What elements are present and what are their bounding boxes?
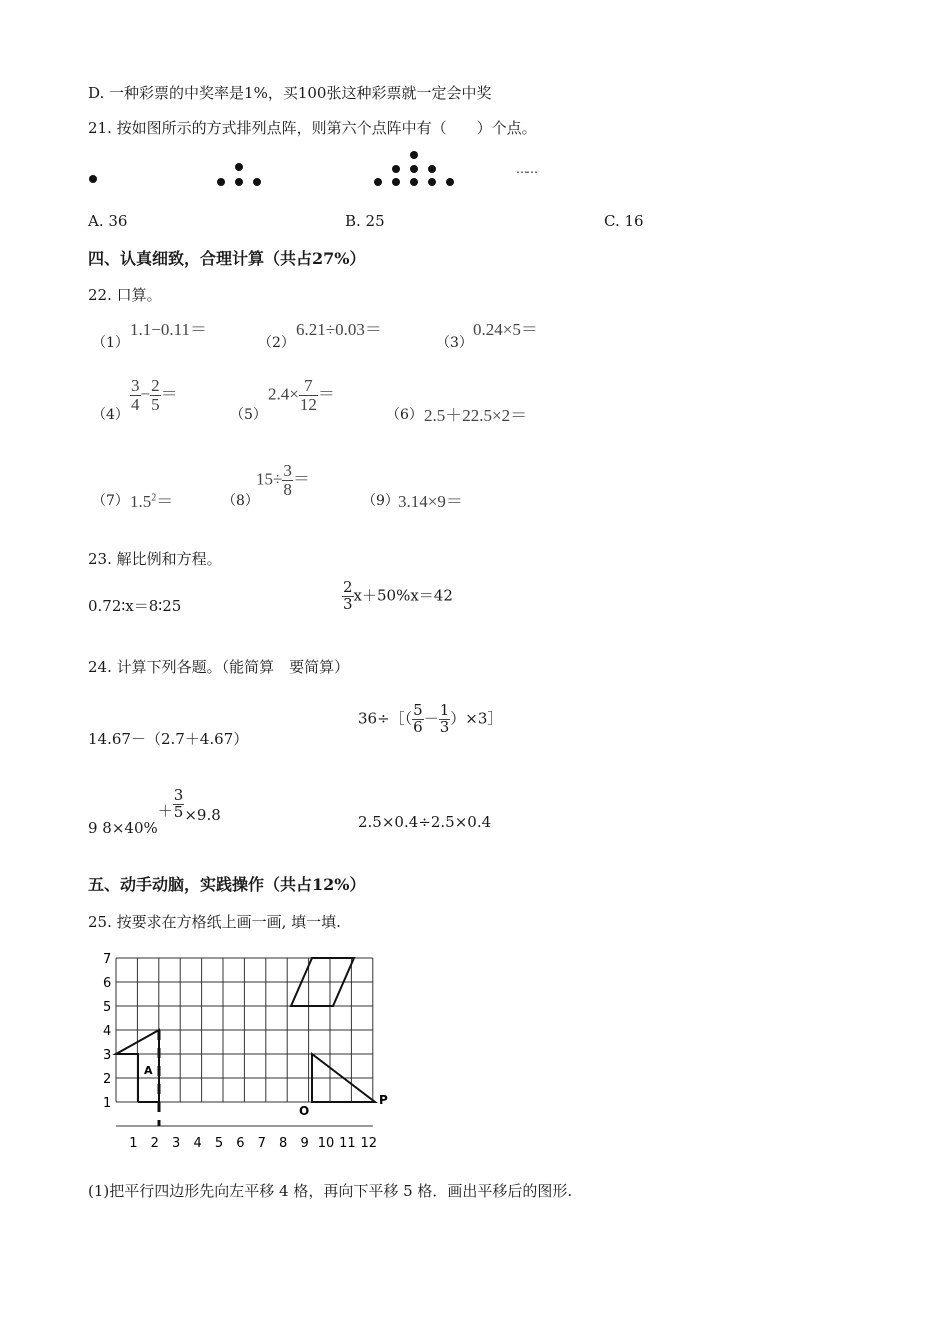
q24-problem-3: 9 8×40%＋ $\frac{3}{5}$ ×9.8	[88, 786, 221, 838]
q21-option-a: A. 36	[88, 212, 128, 230]
dot	[446, 178, 454, 186]
q22-expr-9: 3.14×9＝	[398, 492, 463, 511]
dot	[374, 178, 382, 186]
fraction: $\frac{2}{5}$	[151, 376, 160, 414]
q21-stem: 21. 按如图所示的方式排列点阵，则第六个点阵中有（ ）个点。	[88, 119, 537, 137]
x-tick-label: 10	[317, 1136, 335, 1151]
q24-stem: 24. 计算下列各题。（能简算 要简算）	[88, 658, 350, 676]
label-p: P	[379, 1093, 388, 1107]
q23-equation-1: 0.72∶x＝8∶25	[88, 597, 182, 615]
y-axis-ticks	[103, 952, 111, 1111]
dot	[410, 178, 418, 186]
y-tick-label: 6	[103, 976, 112, 991]
q21-option-b: B. 25	[345, 212, 385, 230]
q22-stem: 22. 口算。	[88, 286, 162, 304]
q22-expr-1: 1.1−0.11＝	[130, 320, 207, 339]
q22-label-8: （8）	[222, 493, 259, 509]
dot	[89, 175, 97, 183]
label-o: O	[299, 1104, 310, 1118]
dot	[410, 151, 418, 159]
q23-stem: 23. 解比例和方程。	[88, 550, 222, 568]
q22-expr-2: 6.21÷0.03＝	[296, 320, 382, 339]
q22-expr-6: 2.5＋22.5×2＝	[424, 406, 528, 425]
q25-subquestion-1: (1)把平行四边形先向左平移 4 格，再向下平移 5 格．画出平移后的图形.	[88, 1182, 573, 1200]
dot	[253, 178, 261, 186]
q22-label-5: （5）	[230, 407, 267, 423]
q22-label-6: （6）	[386, 407, 423, 423]
q22-expr-8: 15÷ $\frac{3}{8}$ ＝	[256, 461, 310, 499]
q25-stem: 25. 按要求在方格纸上画一画, 填一填.	[88, 913, 341, 931]
q24-problem-4: 2.5×0.4÷2.5×0.4	[358, 813, 492, 831]
q24-problem-1: 14.67－（2.7＋4.67）	[88, 730, 249, 748]
q23-equation-2: $\frac{2}{3}$ x＋50%x＝42	[343, 578, 453, 613]
q24-problem-2: 36÷［（ $\frac{5}{6}$ － $\frac{1}{3}$ ）×3］	[358, 701, 503, 736]
x-tick-label: 1	[129, 1136, 138, 1151]
q20-option-d: D. 一种彩票的中奖率是1%，买100张这种彩票就一定会中奖	[88, 84, 492, 102]
section-4-title: 四、认真细致，合理计算（共占27%）	[88, 249, 366, 268]
x-axis-ticks	[129, 1136, 377, 1151]
x-tick-label: 6	[236, 1136, 245, 1151]
dot	[428, 178, 436, 186]
dot	[235, 163, 243, 171]
fraction: $\frac{3}{4}$	[131, 376, 140, 414]
dot	[392, 178, 400, 186]
q22-expr-5: 2.4× $\frac{7}{12}$ ＝	[268, 376, 335, 414]
x-tick-label: 5	[214, 1136, 224, 1151]
q22-label-7: （7）	[92, 493, 129, 509]
x-tick-label: 4	[193, 1136, 202, 1151]
x-tick-label: 9	[300, 1136, 309, 1151]
y-tick-label: 7	[103, 952, 112, 967]
y-tick-label: 1	[103, 1096, 112, 1111]
y-tick-label: 4	[103, 1024, 112, 1039]
section-5-title: 五、动手动脑，实践操作（共占12%）	[88, 875, 366, 894]
ellipsis: ……	[516, 162, 536, 176]
y-tick-label: 3	[103, 1048, 112, 1063]
q22-label-4: （4）	[92, 407, 129, 423]
q22-expr-4: $\frac{3}{4}$ − $\frac{2}{5}$ ＝	[131, 376, 178, 414]
q21-option-c: C. 16	[604, 212, 644, 230]
dot	[392, 165, 400, 173]
q22-expr-3: 0.24×5＝	[473, 320, 538, 339]
grid-figure	[95, 945, 395, 1155]
x-tick-label: 11	[339, 1136, 356, 1151]
x-tick-label: 7	[257, 1136, 266, 1151]
fraction: $\frac{1}{3}$	[439, 701, 450, 736]
label-a: A	[144, 1064, 153, 1077]
q22-label-9: （9）	[362, 493, 399, 509]
q22-label-2: （2）	[258, 335, 295, 351]
x-tick-label: 12	[360, 1136, 378, 1151]
y-tick-label: 2	[103, 1072, 112, 1087]
fraction: $\frac{5}{6}$	[413, 701, 423, 736]
dot	[235, 178, 243, 186]
x-tick-label: 8	[279, 1136, 288, 1151]
fraction: $\frac{3}{5}$	[173, 786, 184, 821]
y-tick-label: 5	[103, 1000, 112, 1015]
x-tick-label: 2	[150, 1136, 159, 1151]
dot	[410, 165, 418, 173]
q22-label-1: （1）	[92, 335, 129, 351]
fraction: $\frac{7}{12}$	[299, 376, 317, 414]
grid-lines	[116, 958, 373, 1126]
q22-expr-7: $1.5^2=$	[130, 492, 174, 511]
fraction: $\frac{2}{3}$	[343, 578, 353, 613]
dot	[428, 165, 436, 173]
dot	[217, 178, 225, 186]
q22-label-3: （3）	[436, 335, 473, 351]
x-tick-label: 3	[172, 1136, 181, 1151]
fraction: $\frac{3}{8}$	[283, 461, 292, 499]
